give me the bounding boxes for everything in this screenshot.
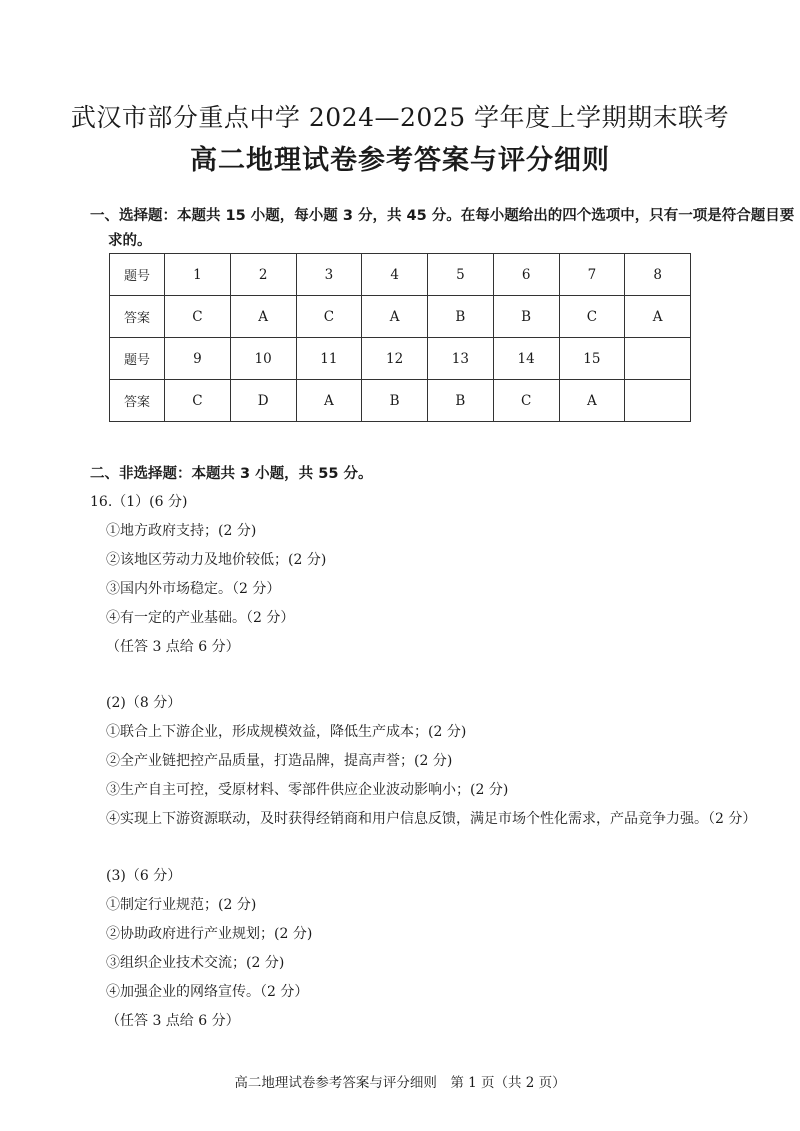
table-row-answers-1 [110,296,691,338]
answer-point: ②协助政府进行产业规划；(2 分) [106,926,313,942]
question-number: 1 [165,254,231,296]
answer-cell: B [428,296,494,338]
question-number: 2 [230,254,296,296]
empty-cell [625,338,691,380]
row-label: 题号 [110,254,165,296]
answer-point: ④有一定的产业基础。（2 分） [106,610,295,626]
answer-cell: A [625,296,691,338]
table-row-numbers-1 [110,254,691,296]
answer-cell: C [559,296,625,338]
answer-cell: A [559,380,625,422]
answer-cell: B [362,380,428,422]
answer-point: ②全产业链把控产品质量，打造品牌，提高声誉；(2 分) [106,753,453,769]
part-2-heading: (2)（8 分） [106,695,182,711]
answer-cell: C [165,296,231,338]
question-number: 15 [559,338,625,380]
question-number: 10 [230,338,296,380]
answer-point: ③组织企业技术交流；(2 分) [106,955,285,971]
row-label: 答案 [110,296,165,338]
section1-intro-line1: 一、选择题：本题共 15 小题，每小题 3 分，共 45 分。在每小题给出的四个选项中，只有一项是符合题目要 [90,208,795,224]
section2-intro: 二、非选择题：本题共 3 小题，共 55 分。 [90,466,373,482]
answer-point: ④实现上下游资源联动，及时获得经销商和用户信息反馈，满足市场个性化需求，产品竞争力强。（2 分） [106,811,757,827]
question-number: 9 [165,338,231,380]
answer-cell: A [362,296,428,338]
answer-cell: A [230,296,296,338]
question-number: 5 [428,254,494,296]
answer-cell: C [296,296,362,338]
question-number: 14 [493,338,559,380]
part-3-heading: (3)（6 分） [106,868,182,884]
answer-cell: C [165,380,231,422]
answer-cell: A [296,380,362,422]
table-row-numbers-2 [110,338,691,380]
question-number: 12 [362,338,428,380]
question-16-heading: 16.（1）(6 分) [90,494,188,510]
page-title: 武汉市部分重点中学 2024—2025 学年度上学期期末联考 [70,103,730,132]
answer-cell: D [230,380,296,422]
row-label: 答案 [110,380,165,422]
section1-intro-line2: 求的。 [108,233,152,249]
answer-point: ③生产自主可控，受原材料、零部件供应企业波动影响小；(2 分) [106,782,509,798]
question-number: 13 [428,338,494,380]
answer-cell: B [428,380,494,422]
question-number: 4 [362,254,428,296]
answer-point: ①地方政府支持；(2 分) [106,523,257,539]
answer-point: ①联合上下游企业，形成规模效益，降低生产成本；(2 分) [106,724,467,740]
question-number: 8 [625,254,691,296]
question-number: 11 [296,338,362,380]
question-number: 3 [296,254,362,296]
empty-cell [625,380,691,422]
table-row-answers-2 [110,380,691,422]
question-number: 6 [493,254,559,296]
answer-point: ②该地区劳动力及地价较低；(2 分) [106,552,327,568]
question-number: 7 [559,254,625,296]
answer-point: ①制定行业规范；(2 分) [106,897,257,913]
answer-cell: C [493,380,559,422]
answer-point: ④加强企业的网络宣传。（2 分） [106,984,309,1000]
scoring-note: （任答 3 点给 6 分） [106,1013,240,1029]
page-subtitle: 高二地理试卷参考答案与评分细则 [190,145,610,176]
answer-point: ③国内外市场稳定。（2 分） [106,581,281,597]
answer-table [109,253,691,422]
page-footer: 高二地理试卷参考答案与评分细则 第 1 页（共 2 页） [234,1075,566,1091]
row-label: 题号 [110,338,165,380]
answer-cell: B [493,296,559,338]
scoring-note: （任答 3 点给 6 分） [106,639,240,655]
